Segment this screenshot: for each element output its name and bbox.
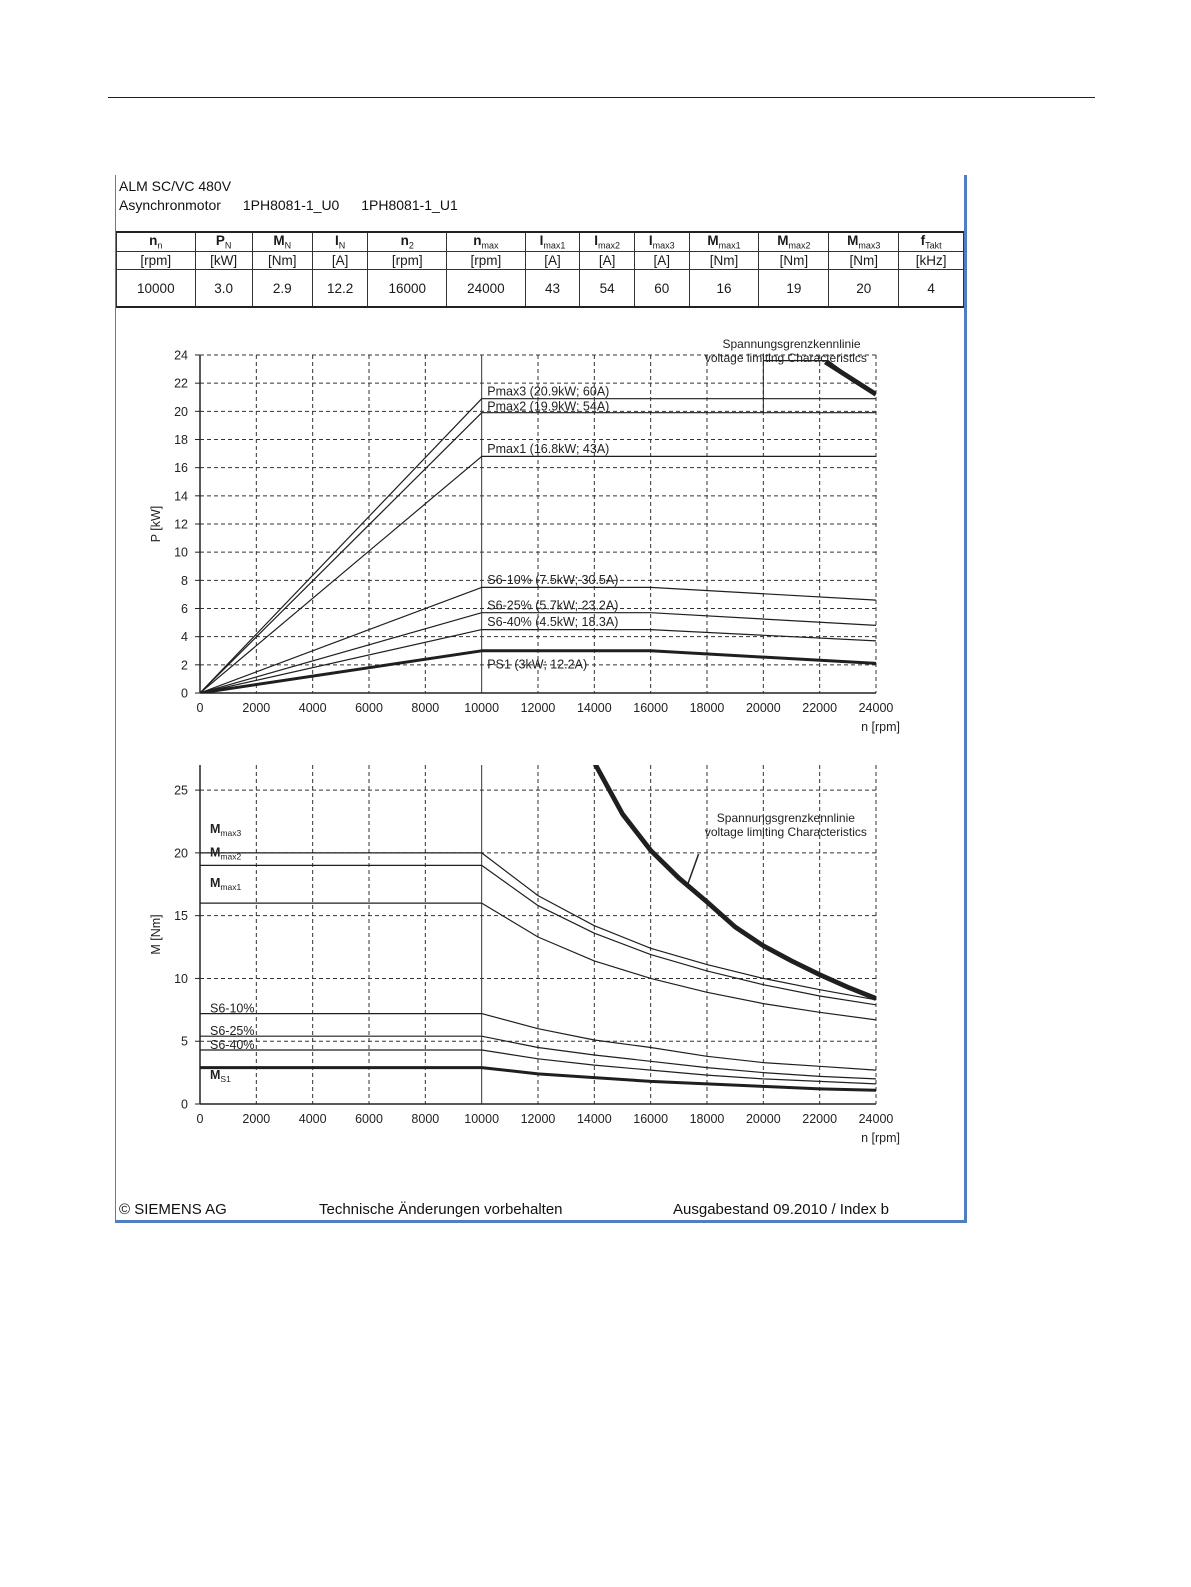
y-axis-label: M [Nm] bbox=[149, 914, 163, 955]
series-label: S6-10% (7.5kW; 30.5A) bbox=[487, 572, 619, 587]
label-s6-40: S6-40% bbox=[210, 1037, 255, 1052]
footer-edition: Ausgabestand 09.2010 / Index b bbox=[673, 1201, 890, 1218]
y-tick-label: 20 bbox=[174, 846, 188, 861]
y-tick-label: 15 bbox=[174, 909, 188, 924]
model-a: 1PH8081-1_U0 bbox=[242, 197, 340, 213]
param-symbol: $I_N$ bbox=[312, 232, 368, 252]
x-tick-label: 10000 bbox=[464, 701, 500, 715]
x-tick-label: 4000 bbox=[298, 701, 327, 715]
x-tick-label: 22000 bbox=[802, 1112, 838, 1126]
y-tick-label: 5 bbox=[181, 1034, 188, 1049]
supply-label: ALM SC/VC 480V bbox=[119, 178, 232, 194]
param-symbol: $n_{max}$ bbox=[447, 232, 526, 252]
y-tick-label: 14 bbox=[174, 489, 188, 504]
y-tick-label: 10 bbox=[174, 545, 188, 560]
y-tick-label: 24 bbox=[174, 348, 188, 363]
y-tick-label: 12 bbox=[174, 517, 188, 532]
param-unit: [rpm] bbox=[447, 252, 526, 270]
label-s6-25: S6-25% bbox=[210, 1023, 255, 1038]
model-b: 1PH8081-1_U1 bbox=[361, 197, 458, 213]
power-chart bbox=[149, 337, 900, 734]
y-tick-label: 16 bbox=[174, 461, 188, 476]
series-line bbox=[825, 362, 876, 394]
param-value: 3.0 bbox=[195, 270, 252, 308]
charts-canvas bbox=[116, 175, 964, 1195]
x-tick-label: 20000 bbox=[745, 1112, 781, 1126]
x-tick-label: 8000 bbox=[411, 701, 440, 715]
series-label: PS1 (3kW; 12.2A) bbox=[487, 657, 588, 672]
param-symbol: $n_2$ bbox=[368, 232, 447, 252]
param-unit: [kW] bbox=[195, 252, 252, 270]
param-symbol: $P_N$ bbox=[195, 232, 252, 252]
param-unit: [A] bbox=[580, 252, 635, 270]
param-unit: [Nm] bbox=[689, 252, 759, 270]
x-tick-label: 18000 bbox=[689, 701, 725, 715]
x-tick-label: 20000 bbox=[745, 701, 781, 715]
param-unit: [A] bbox=[312, 252, 368, 270]
series-label: Pmax2 (19.9kW; 54A) bbox=[487, 399, 610, 414]
param-value: 54 bbox=[580, 270, 635, 308]
datasheet bbox=[115, 175, 967, 1223]
x-tick-label: 14000 bbox=[576, 1112, 612, 1126]
param-value: 4 bbox=[899, 270, 964, 308]
annotation-line2: voltage limiting Characteristics bbox=[704, 351, 867, 365]
x-tick-label: 16000 bbox=[633, 1112, 669, 1126]
param-symbol: $M_{max2}$ bbox=[759, 232, 829, 252]
x-tick-label: 2000 bbox=[242, 701, 271, 715]
x-tick-label: 16000 bbox=[633, 701, 669, 715]
param-symbol: $f_{Takt}$ bbox=[899, 232, 964, 252]
param-unit: [A] bbox=[525, 252, 580, 270]
param-value: 16000 bbox=[368, 270, 447, 308]
label-mmax3: $M_{max3}$ bbox=[210, 821, 242, 838]
param-value: 12.2 bbox=[312, 270, 368, 308]
label-ms1: $M_{S1}$ bbox=[210, 1067, 231, 1084]
y-tick-label: 6 bbox=[181, 602, 188, 616]
x-tick-label: 18000 bbox=[689, 1112, 725, 1126]
series-label: Pmax3 (20.9kW; 60A) bbox=[487, 384, 610, 399]
param-unit: [Nm] bbox=[252, 252, 312, 270]
param-value: 19 bbox=[759, 270, 829, 308]
annotation-line2: voltage limiting Characteristics bbox=[704, 825, 867, 839]
param-unit: [Nm] bbox=[829, 252, 899, 270]
x-tick-label: 22000 bbox=[802, 701, 838, 715]
torque-chart bbox=[149, 763, 900, 1146]
annotation-line1: Spannungsgrenzkennlinie bbox=[722, 337, 861, 351]
param-value: 10000 bbox=[117, 270, 196, 308]
param-symbol: $n_n$ bbox=[117, 232, 196, 252]
param-unit: [Nm] bbox=[759, 252, 829, 270]
y-tick-label: 0 bbox=[181, 1097, 188, 1112]
y-tick-label: 8 bbox=[181, 573, 188, 588]
x-tick-label: 24000 bbox=[858, 701, 894, 715]
motor-type: Asynchronmotor bbox=[119, 197, 221, 213]
param-symbol: $I_{max3}$ bbox=[634, 232, 689, 252]
param-symbol: $I_{max2}$ bbox=[580, 232, 635, 252]
x-tick-label: 8000 bbox=[411, 1112, 440, 1126]
series-label: Pmax1 (16.8kW; 43A) bbox=[487, 441, 610, 456]
x-tick-label: 24000 bbox=[858, 1112, 894, 1126]
param-unit: [A] bbox=[634, 252, 689, 270]
param-unit: [rpm] bbox=[117, 252, 196, 270]
x-tick-label: 10000 bbox=[464, 1112, 500, 1126]
y-axis-label: P [kW] bbox=[149, 505, 163, 543]
annotation-pointer bbox=[687, 854, 698, 885]
x-tick-label: 12000 bbox=[520, 701, 556, 715]
x-tick-label: 2000 bbox=[242, 1112, 271, 1126]
y-tick-label: 22 bbox=[174, 376, 188, 391]
top-rule bbox=[108, 97, 1095, 98]
x-tick-label: 0 bbox=[196, 1112, 204, 1126]
label-s6-10: S6-10% bbox=[210, 1001, 255, 1016]
x-axis-label: n [rpm] bbox=[861, 720, 900, 734]
param-value: 20 bbox=[829, 270, 899, 308]
series-label: S6-25% (5.7kW; 23.2A) bbox=[487, 598, 619, 613]
footer-copyright: © SIEMENS AG bbox=[119, 1201, 227, 1218]
x-tick-label: 0 bbox=[196, 701, 204, 715]
x-tick-label: 6000 bbox=[355, 1112, 383, 1126]
footer-notice: Technische Änderungen vorbehalten bbox=[319, 1201, 563, 1218]
annotation-line1: Spannungsgrenzkennlinie bbox=[716, 811, 855, 825]
x-axis-label: n [rpm] bbox=[861, 1131, 900, 1145]
y-tick-label: 2 bbox=[181, 658, 188, 673]
x-tick-label: 12000 bbox=[520, 1112, 556, 1126]
param-unit: [rpm] bbox=[368, 252, 447, 270]
param-value: 2.9 bbox=[252, 270, 312, 308]
series-label: S6-40% (4.5kW; 18.3A) bbox=[487, 615, 619, 630]
label-mmax2: $M_{max2}$ bbox=[210, 845, 242, 862]
param-unit: [kHz] bbox=[899, 252, 964, 270]
x-tick-label: 4000 bbox=[298, 1112, 327, 1126]
x-tick-label: 6000 bbox=[355, 701, 383, 715]
series-line bbox=[594, 763, 876, 999]
param-value: 60 bbox=[634, 270, 689, 308]
param-symbol: $M_{max3}$ bbox=[829, 232, 899, 252]
y-tick-label: 25 bbox=[174, 783, 188, 798]
label-mmax1: $M_{max1}$ bbox=[210, 875, 242, 892]
y-tick-label: 18 bbox=[174, 433, 188, 447]
y-tick-label: 0 bbox=[181, 686, 188, 701]
param-value: 43 bbox=[525, 270, 580, 308]
param-symbol: $M_N$ bbox=[252, 232, 312, 252]
x-tick-label: 14000 bbox=[576, 701, 612, 715]
param-symbol: $M_{max1}$ bbox=[689, 232, 759, 252]
param-symbol: $I_{max1}$ bbox=[525, 232, 580, 252]
y-tick-label: 4 bbox=[181, 630, 188, 645]
param-value: 24000 bbox=[447, 270, 526, 308]
y-tick-label: 20 bbox=[174, 404, 188, 419]
y-tick-label: 10 bbox=[174, 971, 188, 986]
param-value: 16 bbox=[689, 270, 759, 308]
